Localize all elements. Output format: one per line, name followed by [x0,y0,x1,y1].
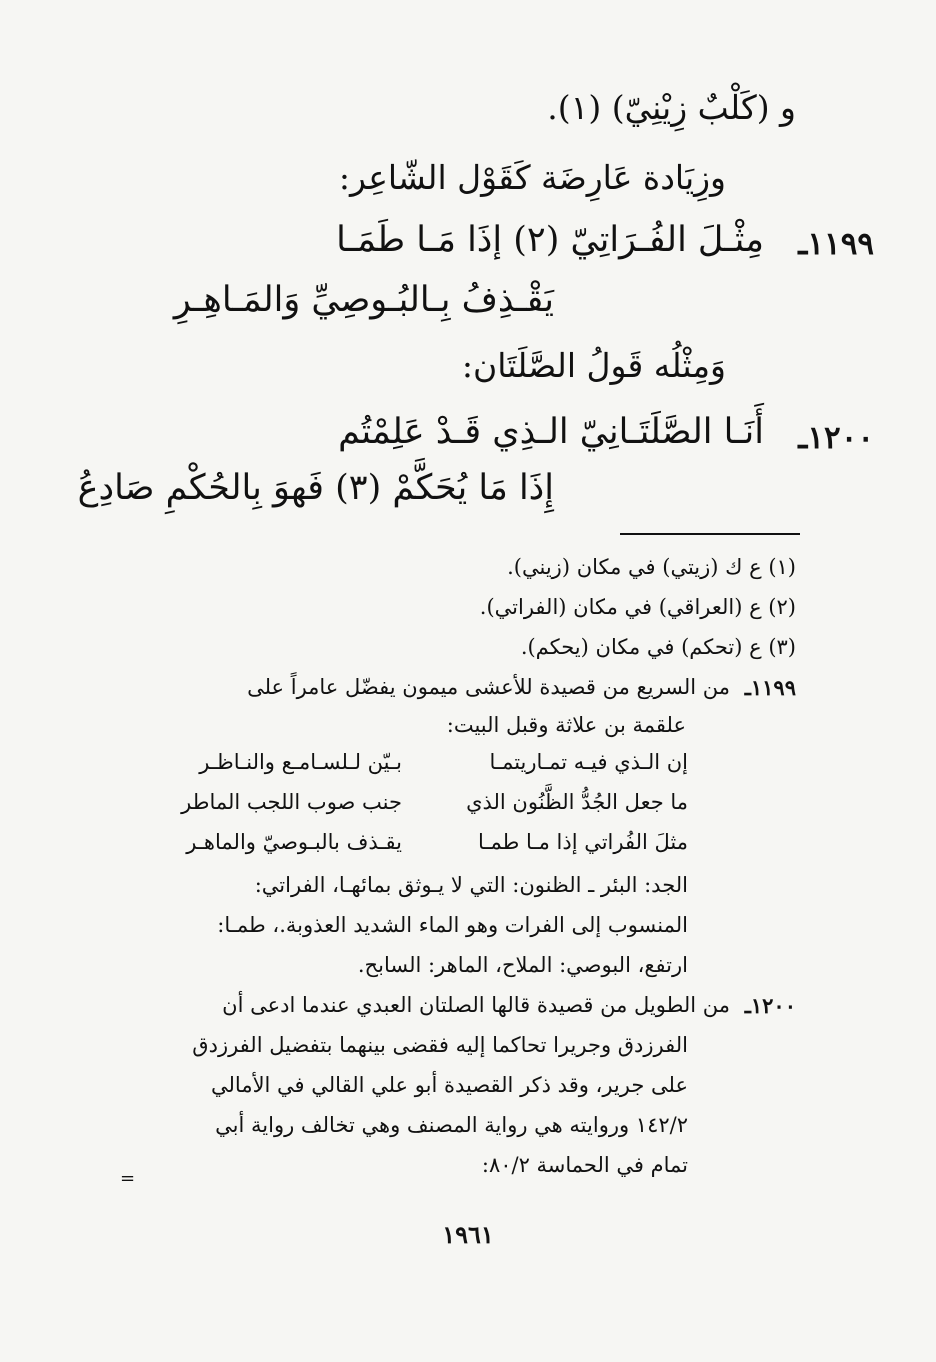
text-line-2: وزِيَادة عَارِضَة كَقَوْل الشّاعِر: [338,158,726,197]
commentary-1200-line-4: ١٤٢/٢ وروايته هي رواية المصنف وهي تخالف رواية أبي [215,1113,688,1137]
footnote-1: (١) ع ك (زيتي) في مكان (زيني). [507,555,796,579]
footnote-2: (٢) ع (العراقي) في مكان (الفراتي). [479,595,796,619]
gloss-line-3: ارتفع، البوصي: الملاح، الماهر: السابح. [357,953,688,977]
poem-line-3-hemistich-1: مثلَ الفُراتي إذا مـا طمـا [477,830,688,854]
poem-line-1-hemistich-2: بـيّن لـلسـامـع والنـاظـر [199,750,402,774]
page-number: ١٩٦١ [442,1220,494,1249]
commentary-1199-line-2: علقمة بن علاثة وقبل البيت: [446,713,686,737]
gloss-line-1: الجد: البئر ـ الظنون: التي لا يـوثق بمائهـا، الفراتي: [254,873,688,897]
margin-mark: = [120,1168,136,1189]
commentary-1200-line-2: الفرزدق وجريرا تحاكما إليه فقضى بينهما بتفضيل الفرزدق [192,1033,688,1057]
verse-number-1200: ١٢٠٠ـ [798,420,874,456]
commentary-number-1200: ١٢٠٠ـ [744,993,796,1018]
commentary-number-1199: ١١٩٩ـ [744,675,796,700]
poem-line-2-hemistich-2: جنب صوب اللجب الماطر [181,790,402,814]
gloss-line-2: المنسوب إلى الفرات وهو الماء الشديد العذوبة.، طمـا: [217,913,688,937]
footnote-3: (٣) ع (تحكم) في مكان (يحكم). [520,635,796,659]
poem-line-2-hemistich-1: ما جعل الجُدُّ الظَّنُون الذي [466,790,688,814]
verse-number-1199: ١١٩٩ـ [798,226,874,262]
verse-1200-hemistich-1: أَنَـا الصَّلَتَـانِيّ الـذِي قَـدْ عَلِمْتُم [338,412,764,452]
verse-1199-hemistich-1: مِثْـلَ الفُـرَاتِيّ (٢) إذَا مَـا طَمَـا [336,220,764,260]
commentary-1200-line-5: تمام في الحماسة ٨٠/٢: [481,1153,688,1177]
verse-1200-hemistich-2: إِذَا مَا يُحَكَّمْ (٣) فَهوَ بِالحُكْمِ صَادِعُ [77,468,554,508]
verse-1199-hemistich-2: يَقْـذِفُ بِـالبُـوصِيِّ وَالمَـاهِـرِ [173,280,554,320]
text-line-3: وَمِثْلُه قَولُ الصَّلَتَان: [461,346,726,385]
text-line-1: و (كَلْبٌ زِيْنِيّ) (١). [547,88,796,127]
commentary-1200-line-1: من الطويل من قصيدة قالها الصلتان العبدي عندما ادعى أن [222,993,730,1017]
poem-line-3-hemistich-2: يقـذف بالبـوصيّ والماهـر [186,830,402,854]
commentary-1199-line-1: من السريع من قصيدة للأعشى ميمون يفضّل عامراً على [247,675,730,699]
footnote-divider [620,533,800,535]
poem-line-1-hemistich-1: إن الـذي فيـه تمـاريتمـا [489,750,688,774]
commentary-1200-line-3: على جرير، وقد ذكر القصيدة أبو علي القالي في الأمالي [211,1073,688,1097]
